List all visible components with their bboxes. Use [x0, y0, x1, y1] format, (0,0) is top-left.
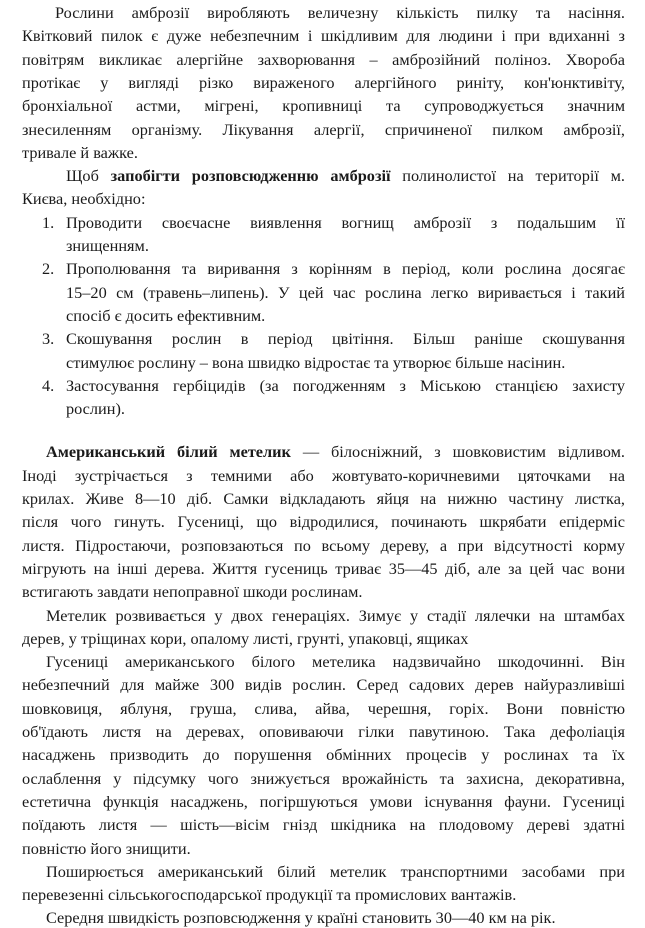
list-number: 2.: [42, 259, 55, 279]
bold-phrase: запобігти розповсюдженню амброзії: [110, 166, 391, 186]
text-line: повністю його знищити.: [22, 838, 191, 858]
text-line: мігрують на інші дерева. Життя гусениць триває 35—45 діб, але за цей час вони: [22, 558, 625, 578]
text-line: листя. Підростаючи, розповзаються по всьому дереву, а при відсутності корму: [22, 535, 625, 555]
text-line: Поширюється американський білий метелик транспортними засобами при: [46, 861, 625, 881]
text-line: знесиленням організму. Лікування алергії, спричиненої пилком амброзії,: [22, 119, 625, 139]
moth-heading: Американський білий метелик: [46, 442, 291, 462]
text-line: повітрям викликає алергійне захворювання – амброзійний поліноз. Хвороба: [22, 49, 625, 69]
text-line: Рослини амброзії виробляють величезну кількість пилку та насіння.: [55, 3, 625, 22]
list-number: 3.: [42, 329, 55, 349]
text-span: полинолистої на території м.: [390, 166, 626, 186]
moth-heading-line: [46, 442, 625, 462]
text-line: спосіб є досить ефективним.: [66, 305, 266, 325]
text-line: крилах. Живе 8—10 діб. Самки відкладають яйця на нижню частину листка,: [22, 489, 625, 508]
text-line: знищенням.: [66, 236, 149, 255]
text-line: Проводити своєчасне виявлення вогнищ амброзії з подальшим її: [66, 212, 625, 232]
prevention-intro-line: [66, 166, 625, 186]
text-line: стимулює рослину – вона швидко відростає та утворює більше насінин.: [66, 352, 566, 372]
text-line: естетична функція насаджень, погіршуються умови існування фауни. Гусениці: [22, 791, 625, 811]
text-line: рослин).: [66, 399, 125, 419]
text-line: ослаблення у підсумку чого знижується врожайність та захисна, декоративна,: [22, 768, 625, 788]
text-line: Метелик розвивається у двох генераціях. Зимує у стадії лялечки на штамбах: [46, 605, 625, 625]
text-line: дерев, у тріщинах кори, опалому листі, грунті, упаковці, ящиках: [22, 628, 469, 648]
text-line: Києва, необхідно:: [22, 189, 146, 209]
text-line: Середня швидкість розповсюдження у країні становить 30—40 км на рік.: [46, 908, 556, 928]
text-line: небезпечний для майже 300 видів рослин. Серед садових дерев найуразливіші: [22, 675, 625, 695]
text-span: — білосніжний, з шовковистим відливом.: [290, 442, 625, 462]
list-number: 1.: [42, 212, 55, 232]
text-span: Щоб: [66, 166, 111, 186]
text-line: тривале й важке.: [22, 142, 138, 162]
text-line: 15–20 см (травень–липень). У цей час рослина легко виривається і такий: [66, 282, 625, 302]
text-line: насаджень призводить до порушення обмінних процесів у рослинах та їх: [22, 745, 625, 765]
text-line: перевезенні сільськогосподарської продукції та промислових вантажів.: [22, 885, 517, 905]
text-line: протікає у вигляді різко вираженого алергійного риніту, кон'юнктивіту,: [22, 72, 625, 92]
text-line: Прополювання та виривання з корінням в період, коли рослина досягає: [66, 259, 625, 279]
text-line: Скошування рослин в період цвітіння. Більш раніше скошування: [66, 329, 625, 349]
list-number: 4.: [42, 375, 55, 395]
text-line: Іноді зустрічається з темними або жовтувато-коричневими цяточками на: [22, 465, 625, 485]
text-line: об'їдають листя на деревах, оповиваючи гілки павутиною. Така дефоліація: [22, 722, 625, 741]
text-line: після чого гинуть. Гусениці, що відродилися, починають шкрябати епідерміс: [22, 512, 625, 532]
text-line: поїдають листя — шість—вісім гнізд шкідника на плодовому дереві здатні: [22, 815, 625, 835]
text-line: встигають завдати непоправної шкоди рослинам.: [22, 582, 363, 602]
text-line: Квітковий пилок є дуже небезпечним і шкідливим для людини і при вдиханні з: [22, 26, 625, 46]
text-line: шовковиця, яблуня, груша, слива, айва, черешня, горіх. Вони повністю: [22, 698, 625, 718]
text-line: Гусениці американського білого метелика надзвичайно шкодочинні. Він: [46, 652, 625, 672]
text-line: бронхіальної астми, мігрені, кропивниці та супроводжується значним: [22, 96, 625, 116]
text-line: Застосування гербіцидів (за погодженням з Міською станцією захисту: [66, 375, 625, 395]
